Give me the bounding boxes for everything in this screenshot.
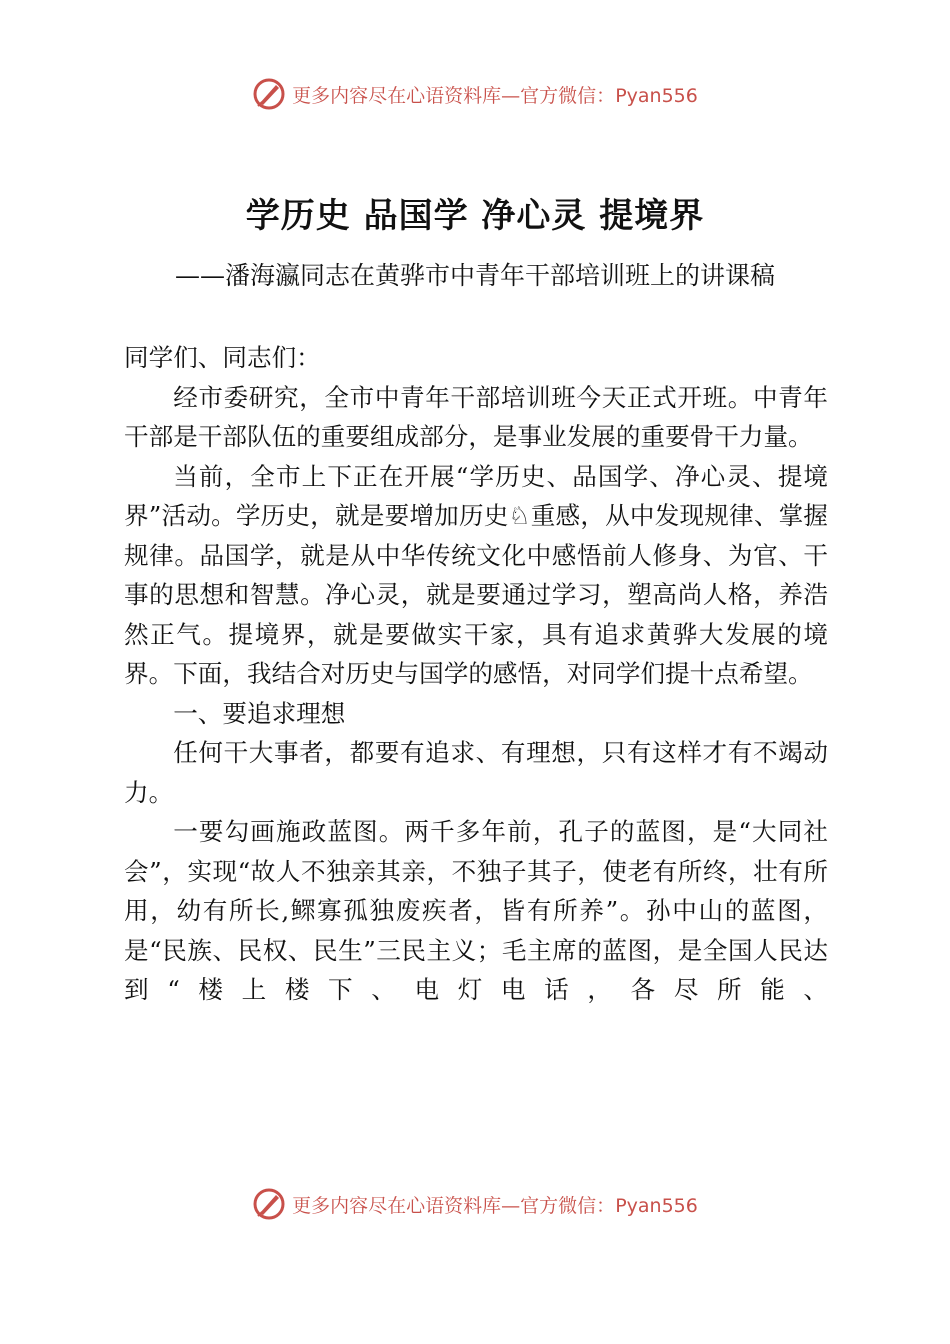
header-watermark-banner <box>0 74 950 114</box>
header-banner-slogan: 更多内容尽在心语资料库 <box>292 84 502 107</box>
section-heading-1: 一、要追求理想 <box>173 698 346 728</box>
footer-banner-wechat-id: Pyan556 <box>615 1194 698 1217</box>
greeting: 同学们、同志们： <box>124 343 321 372</box>
footer-banner-slogan: 更多内容尽在心语资料库 <box>292 1194 502 1217</box>
footer-banner-dash: — <box>501 1194 521 1217</box>
footer-banner-text <box>292 1191 698 1218</box>
quill-logo-icon <box>252 1187 286 1221</box>
quill-logo-icon <box>252 77 286 111</box>
header-banner-wechat-id: Pyan556 <box>615 84 698 107</box>
paragraph-2: 当前，全市上下正在开展“学历史、品国学、净心灵、提境界”活动。学历史，就是要增加历史♘重感，从中发现规律、掌握规律。品国学，就是从中华传统文化中感悟前人修身、为官、干事的思想和智慧。净心灵，就是要通过学习，塑高尚人格，养浩然正气。提境界，就是要做实干家，具有追求黄骅大发展的境界。下面，我结合对历史与国学的感悟，对同学们提十点希望。 <box>124 461 828 688</box>
header-banner-wechat-label: 官方微信： <box>520 84 616 107</box>
document-title: 学历史 品国学 净心灵 提境界 <box>245 196 705 236</box>
footer-banner-wechat-label: 官方微信： <box>520 1194 616 1217</box>
footer-watermark-banner <box>0 1184 950 1224</box>
document-body <box>124 338 828 1010</box>
header-banner-text <box>292 81 698 108</box>
paragraph-3: 任何干大事者，都要有追求、有理想，只有这样才有不竭动力。 <box>124 738 828 807</box>
document-subtitle: ——潘海瀛同志在黄骅市中青年干部培训班上的讲课稿 <box>174 261 775 290</box>
header-banner-dash: — <box>501 84 521 107</box>
paragraph-1: 经市委研究，全市中青年干部培训班今天正式开班。中青年干部是干部队伍的重要组成部分，是事业发展的重要骨干力量。 <box>124 382 828 451</box>
paragraph-4: 一要勾画施政蓝图。两千多年前，孔子的蓝图，是“大同社会”，实现“故人不独亲其亲，不独子其子，使老有所终，壮有所用，幼有所长,鳏寡孤独废疾者，皆有所养”。孙中山的蓝图，是“民族、民权、民生”三民主义；毛主席的蓝图，是全国人民达到“楼上楼下、电灯电话，各尽所能、 <box>124 817 828 1004</box>
